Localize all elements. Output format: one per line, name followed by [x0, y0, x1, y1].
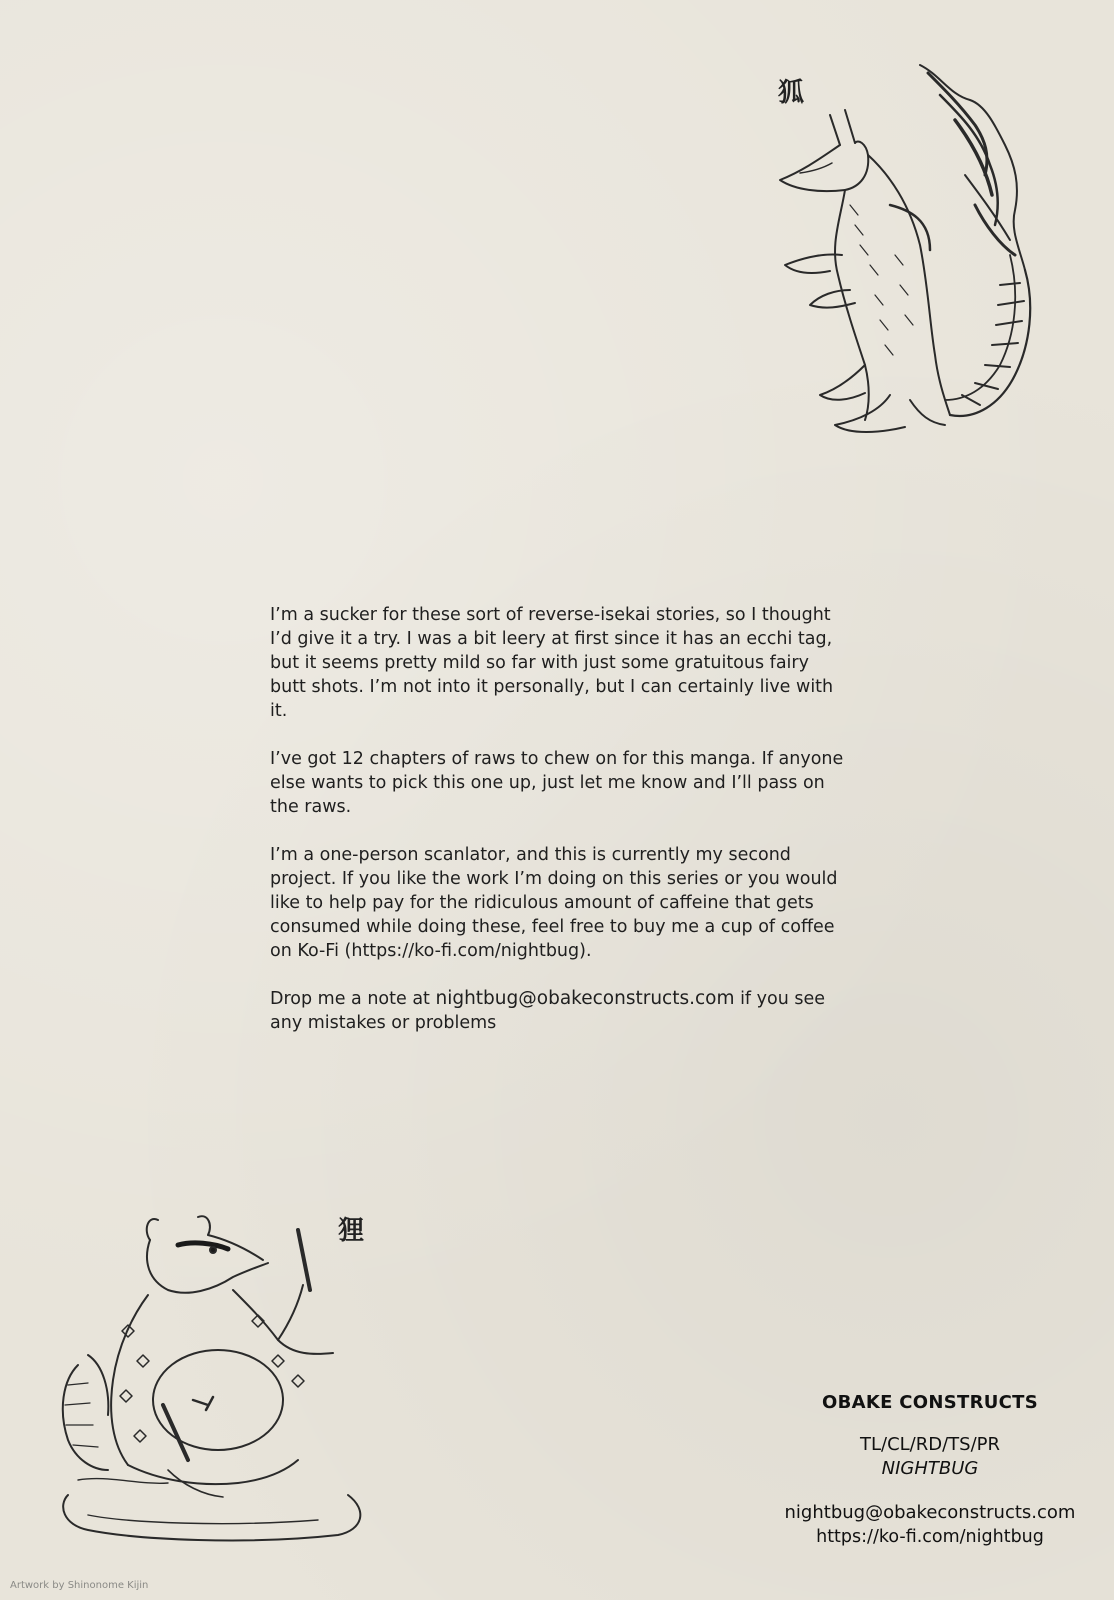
contact-suffix: if you see any mistakes or problems — [270, 989, 826, 1033]
fox-kanji-label: 狐 — [778, 78, 805, 108]
translator-note — [270, 603, 845, 1059]
credit-kofi-link[interactable]: https://ko-fi.com/nightbug — [816, 1527, 1044, 1547]
contact-prefix: Drop me a note at — [270, 989, 436, 1009]
tanuki-kanji-label: 狸 — [338, 1216, 365, 1246]
contact-email-link[interactable]: nightbug@obakeconstructs.com — [435, 988, 735, 1009]
note-paragraph-3: I’m a one-person scanlator, and this is currently my second project. If you like the work I’m doing on this series or you would like to help pay for the ridiculous amount of caffeine that gets consumed while doing these, feel free to buy me a cup of coffee on Ko-Fi (https://ko-fi.com/nightbug). — [270, 845, 838, 961]
fox-illustration — [770, 55, 1070, 465]
note-paragraph-1: I’m a sucker for these sort of reverse-isekai stories, so I thought I’d give it a try. I was a bit leery at first since it has an ecchi tag, but it seems pretty mild so far with just some gratuitous fairy butt shots. I’m not into it personally, but I can certainly live with it. — [270, 605, 834, 721]
credit-roles: TL/CL/RD/TS/PR — [859, 1434, 1001, 1455]
credit-name: NIGHTBUG — [881, 1458, 979, 1479]
tanuki-illustration — [48, 1205, 393, 1555]
artwork-credit: Artwork by Shinonome Kijin — [10, 1580, 149, 1591]
note-paragraph-2: I’ve got 12 chapters of raws to chew on for this manga. If anyone else wants to pick this one up, just let me know and I’ll pass on the raws. — [270, 749, 844, 817]
credit-email-link[interactable]: nightbug@obakeconstructs.com — [784, 1502, 1076, 1523]
note-paragraph-contact — [270, 987, 845, 1035]
scanlation-credits — [780, 1392, 1080, 1549]
group-name: OBAKE CONSTRUCTS — [821, 1392, 1038, 1413]
